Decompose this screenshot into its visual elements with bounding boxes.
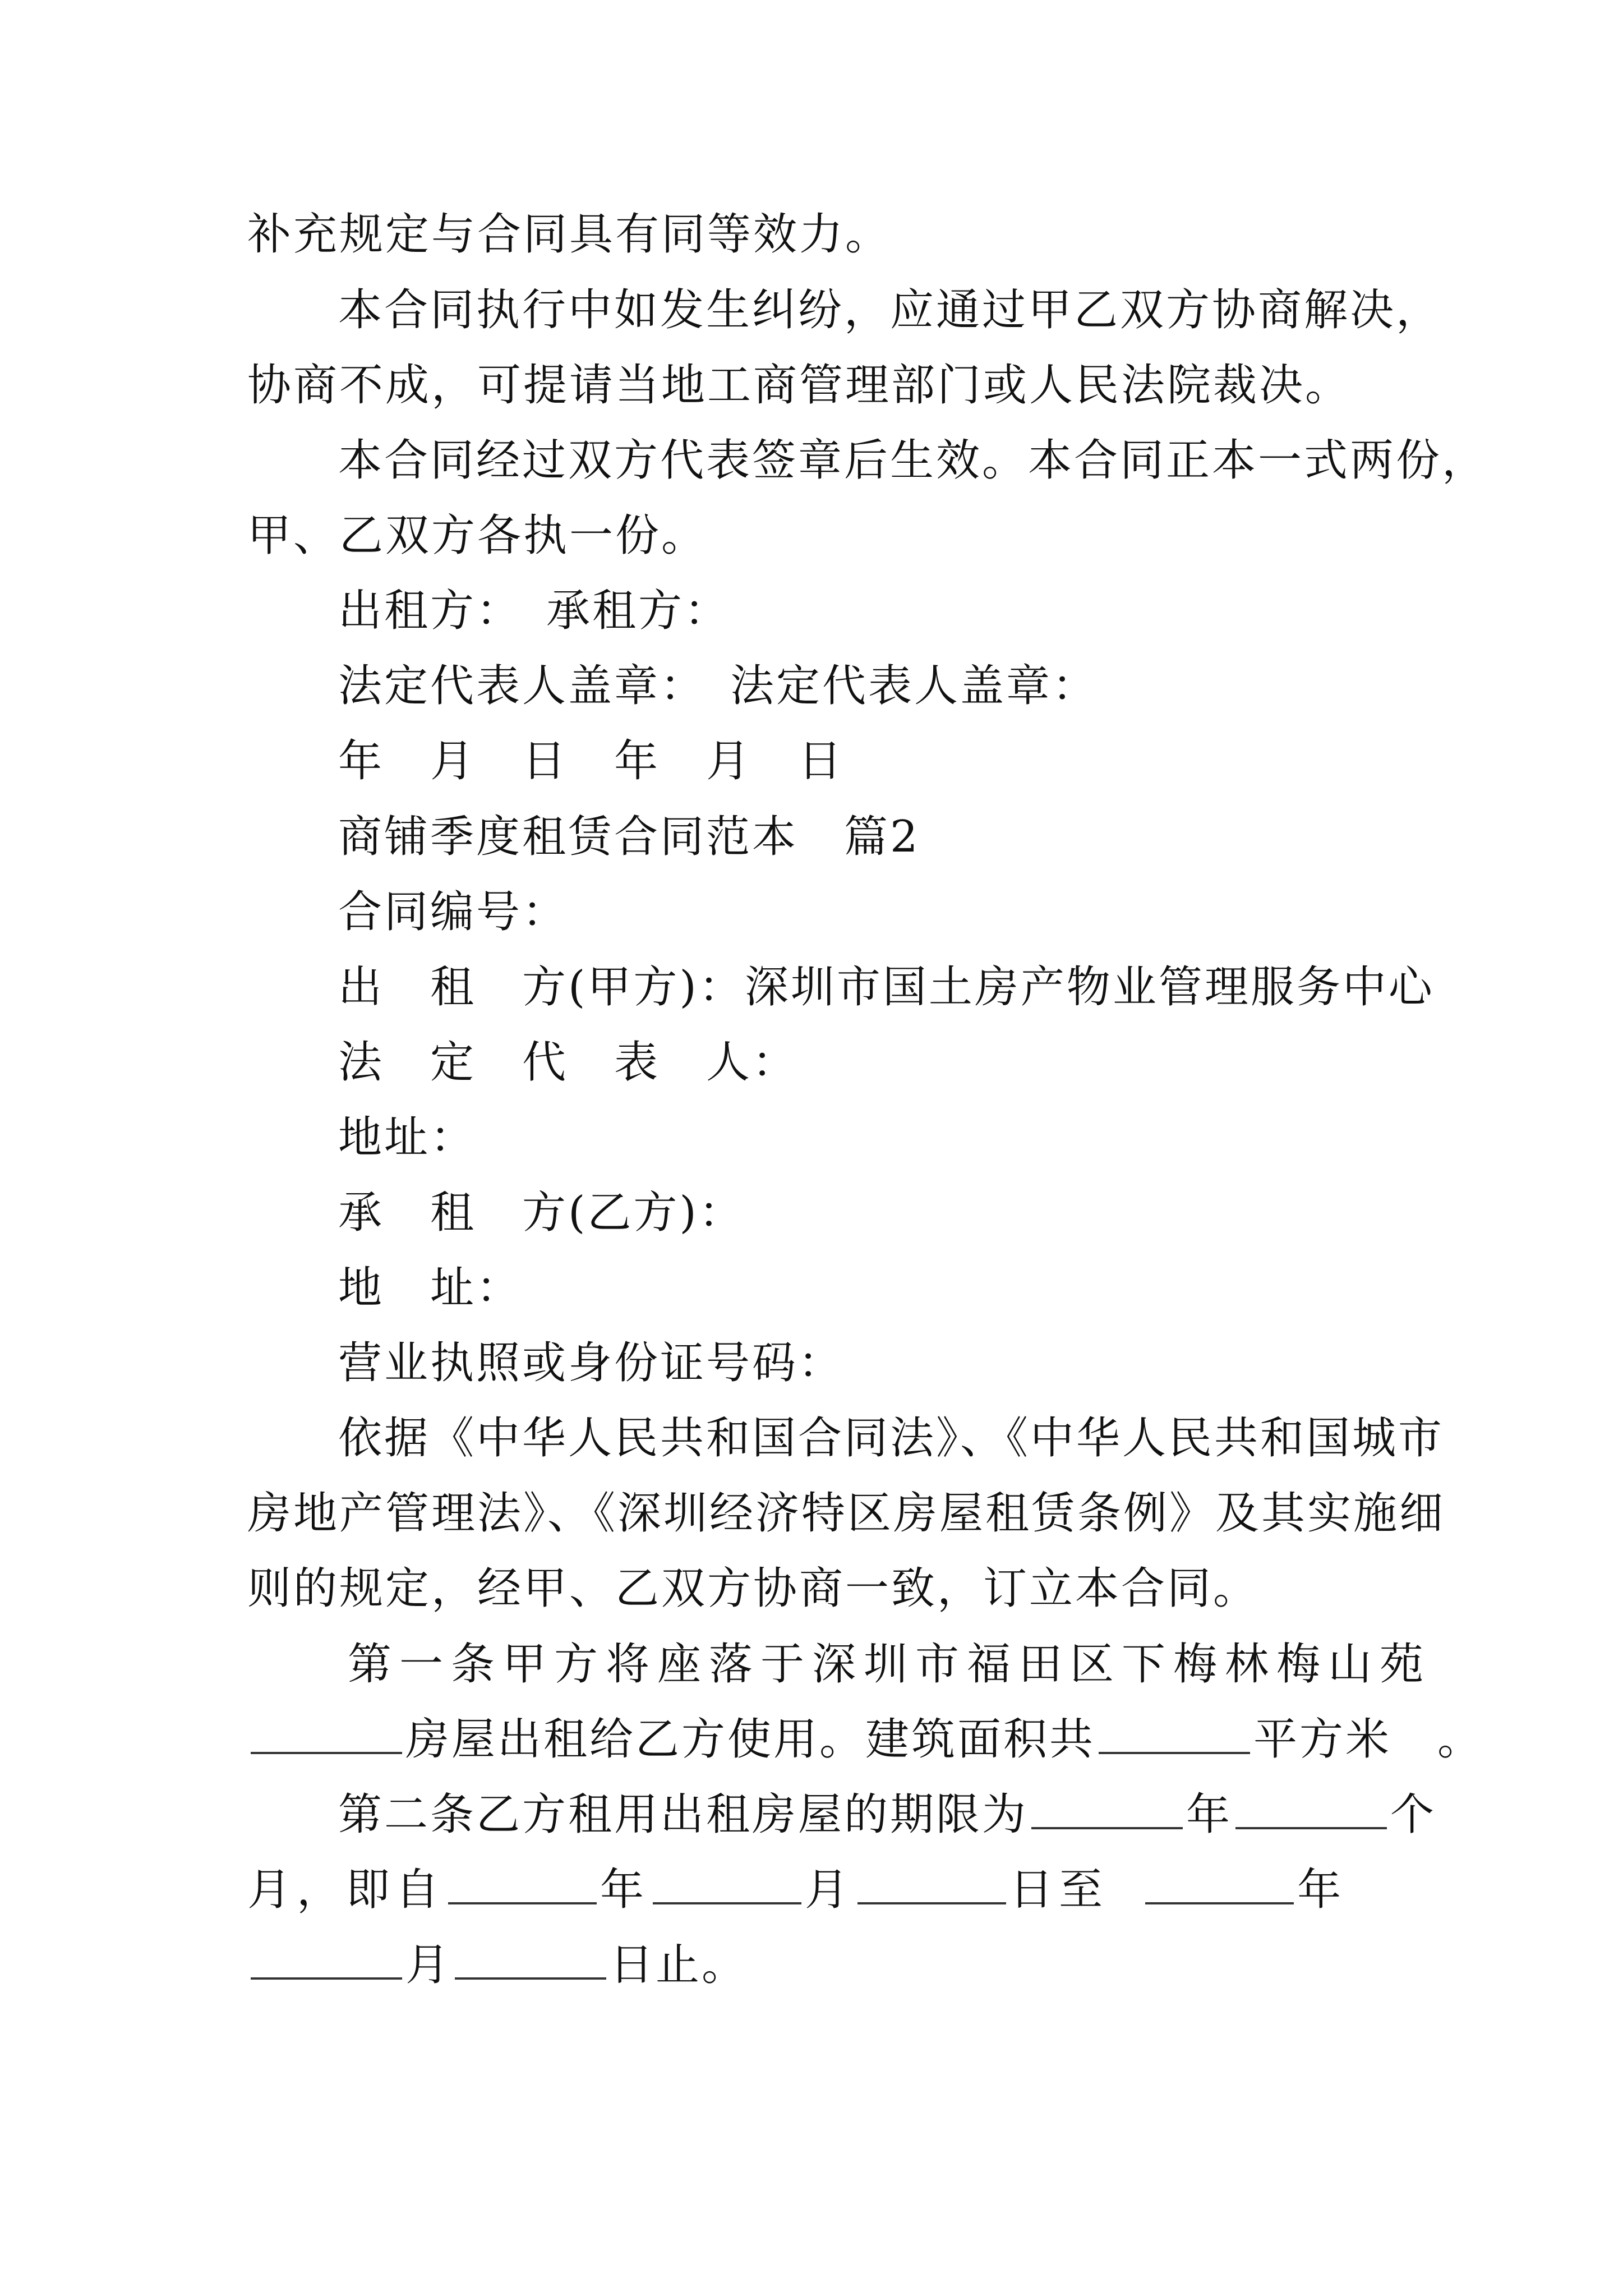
section-heading: 商铺季度租赁合同范本 篇2 bbox=[338, 812, 920, 862]
text-segment: 房屋出租给乙方使用。建筑面积共 bbox=[405, 1714, 1096, 1765]
fill-blank bbox=[455, 1940, 606, 1980]
clause-two-end-line bbox=[247, 1937, 748, 1993]
clause-one-line: 第一条甲方将座落于深圳市福田区下梅林梅山苑 bbox=[348, 1639, 1432, 1690]
fill-blank bbox=[857, 1865, 1006, 1904]
text-segment: 日至 bbox=[1009, 1865, 1109, 1915]
paragraph-line: 甲、乙双方各执一份。 bbox=[247, 510, 708, 561]
text-segment: 年 bbox=[600, 1865, 650, 1915]
paragraph-line: 依据《中华人民共和国合同法》、《中华人民共和国城市 bbox=[338, 1413, 1445, 1464]
paragraph-line: 本合同执行中如发生纠纷，应通过甲乙双方协商解决， bbox=[338, 285, 1442, 335]
fill-blank bbox=[448, 1865, 597, 1904]
text-segment: 月，即自 bbox=[247, 1865, 445, 1915]
signature-parties-line: 出租方： 承租方： bbox=[338, 586, 731, 636]
text-segment: 月 bbox=[405, 1940, 452, 1990]
fill-blank bbox=[251, 1940, 402, 1980]
signature-seal-line: 法定代表人盖章： 法定代表人盖章： bbox=[338, 661, 1099, 711]
paragraph-line: 补充规定与合同具有同等效力。 bbox=[247, 209, 892, 260]
fill-blank bbox=[1145, 1865, 1294, 1904]
license-id-line: 营业执照或身份证号码： bbox=[338, 1338, 845, 1388]
signature-date-line: 年 月 日 年 月 日 bbox=[338, 736, 845, 786]
legal-representative-line: 法 定 代 表 人： bbox=[338, 1037, 799, 1088]
fill-blank bbox=[1235, 1790, 1387, 1829]
paragraph-line: 本合同经过双方代表签章后生效。本合同正本一式两份， bbox=[338, 435, 1488, 486]
text-segment: 月 bbox=[805, 1865, 855, 1915]
text-segment: 平方米 。 bbox=[1253, 1714, 1484, 1765]
clause-two-date-line bbox=[247, 1862, 1347, 1918]
clause-two-line bbox=[338, 1787, 1436, 1843]
address-line: 地址： bbox=[338, 1112, 477, 1163]
text-segment: 日止。 bbox=[610, 1940, 748, 1990]
text-segment: 第二条乙方租用出租房屋的期限为 bbox=[338, 1789, 1029, 1840]
fill-blank bbox=[251, 1715, 402, 1754]
paragraph-line: 则的规定，经甲、乙双方协商一致，订立本合同。 bbox=[247, 1563, 1260, 1614]
text-segment: 个 bbox=[1390, 1789, 1437, 1840]
text-segment: 年 bbox=[1297, 1865, 1347, 1915]
text-segment: 年 bbox=[1186, 1789, 1233, 1840]
lessor-line: 出 租 方(甲方)：深圳市国土房产物业管理服务中心 bbox=[338, 962, 1435, 1013]
clause-one-area-line bbox=[247, 1711, 1483, 1768]
fill-blank bbox=[1031, 1790, 1183, 1829]
paragraph-line: 房地产管理法》、《深圳经济特区房屋租赁条例》及其实施细 bbox=[247, 1488, 1446, 1539]
lessee-line: 承 租 方(乙方)： bbox=[338, 1188, 745, 1238]
paragraph-line: 协商不成，可提请当地工商管理部门或人民法院裁决。 bbox=[247, 360, 1352, 411]
address-line: 地 址： bbox=[338, 1263, 523, 1313]
contract-number-line: 合同编号： bbox=[338, 887, 569, 937]
fill-blank bbox=[1099, 1715, 1250, 1754]
fill-blank bbox=[653, 1865, 801, 1904]
